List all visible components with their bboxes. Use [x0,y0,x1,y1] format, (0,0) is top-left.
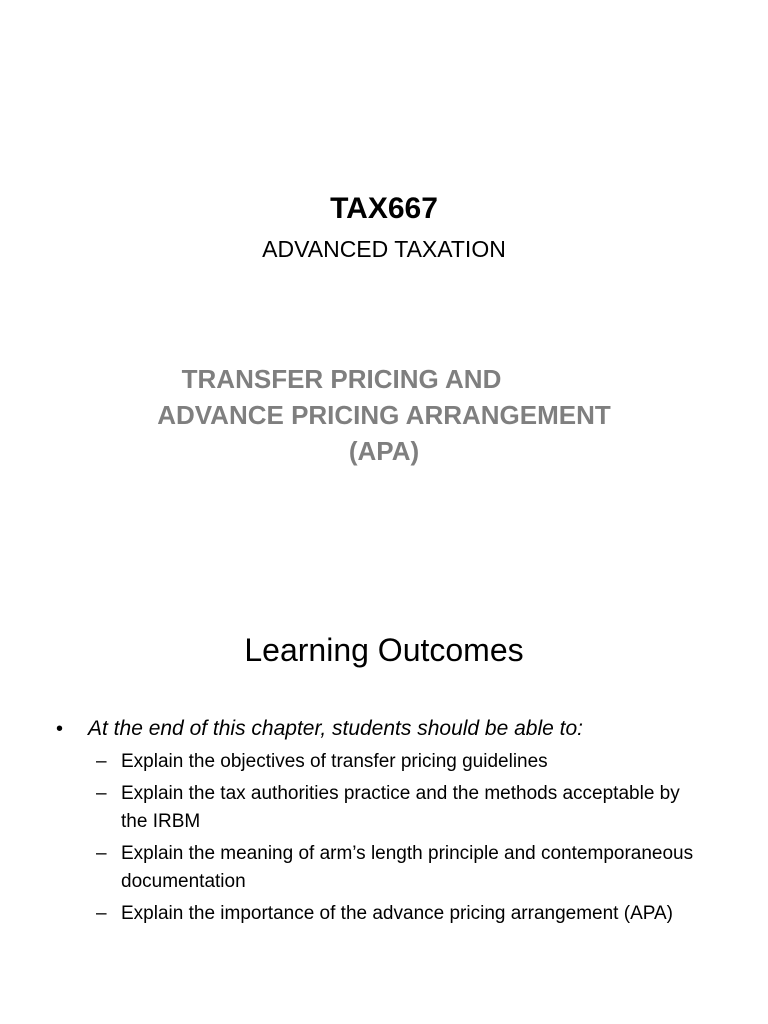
course-code: TAX667 [330,192,438,225]
outcome-item [96,840,736,896]
course-name: ADVANCED TAXATION [262,236,506,262]
outcome-list [96,748,736,928]
list-item [56,714,736,744]
topic-line: TRANSFER PRICING AND [181,364,502,394]
dash-icon: – [96,903,107,924]
topic-heading [110,361,658,469]
intro-text: At the end of this chapter, students should be able to: [88,717,584,740]
learning-outcomes-slide [0,590,768,1024]
outcome-item [96,748,736,776]
dash-icon: – [96,843,107,864]
outcome-text: Explain the objectives of transfer pricing guidelines [121,751,548,772]
dash-icon: – [96,783,107,804]
dash-icon: – [96,751,107,772]
topic-line: (APA) [348,436,420,466]
bullet-list [56,714,736,932]
outcome-item [96,780,736,836]
outcome-text: Explain the importance of the advance pricing arrangement (APA) [121,903,674,924]
slide-title: Learning Outcomes [244,632,524,668]
outcome-text: Explain the meaning of arm’s length principle and contemporaneous documentation [121,843,694,892]
bullet-icon: • [56,718,64,740]
outcome-item [96,900,736,928]
topic-line: ADVANCE PRICING ARRANGEMENT [157,400,611,430]
outcome-text: Explain the tax authorities practice and the methods acceptable by the IRBM [121,783,680,832]
